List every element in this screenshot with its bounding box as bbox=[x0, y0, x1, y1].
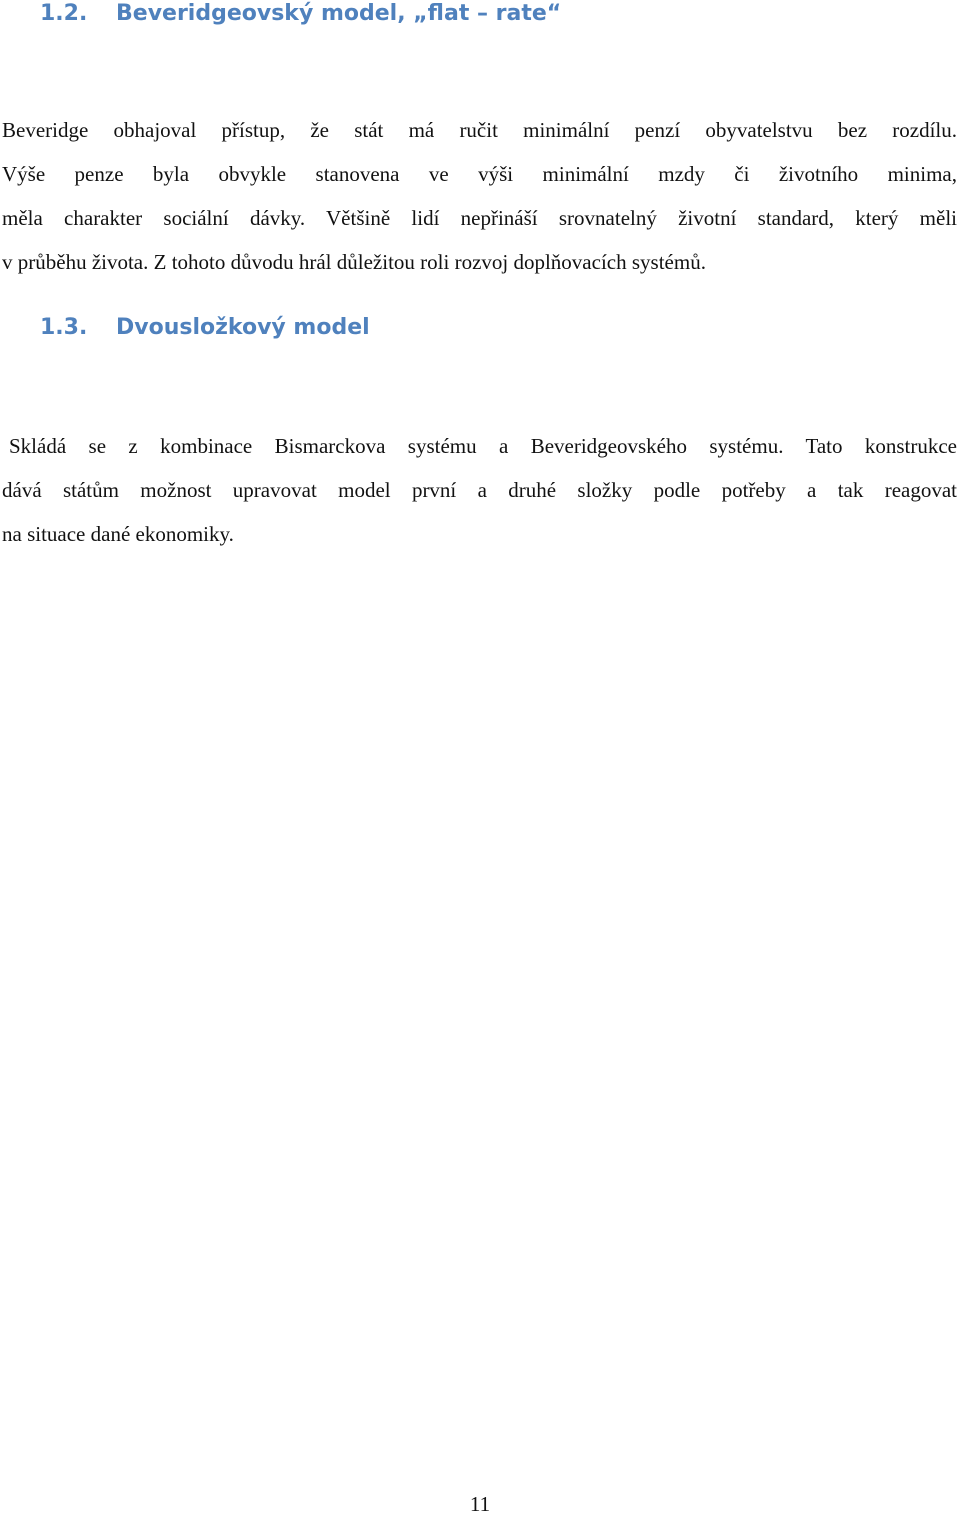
paragraph-line: v průběhu života. Z tohoto důvodu hrál důležitou roli rozvoj doplňovacích systémů. bbox=[2, 250, 706, 274]
section-heading-1-3 bbox=[40, 314, 370, 342]
paragraph-line: Výše penze byla obvykle stanovena ve výši minimální mzdy či životního minima, bbox=[2, 162, 957, 186]
paragraph-line: Beveridge obhajoval přístup, že stát má ručit minimální penzí obyvatelstvu bez rozdílu. bbox=[2, 118, 957, 142]
page-number: 11 bbox=[469, 1492, 491, 1516]
paragraph-line: Skládá se z kombinace Bismarckova systému a Beveridgeovského systému. Tato konstrukce bbox=[9, 434, 957, 458]
section-title: Dvousložkový model bbox=[116, 315, 370, 340]
paragraph-two-component bbox=[2, 424, 957, 556]
paragraph-line: měla charakter sociální dávky. Většině lidí nepřináší srovnatelný životní standard, který měli bbox=[2, 206, 957, 230]
section-title: Beveridgeovský model, „flat – rate“ bbox=[116, 1, 562, 26]
paragraph-beveridge bbox=[2, 108, 957, 284]
section-number: 1.2. bbox=[40, 1, 88, 26]
paragraph-line: dává státům možnost upravovat model první a druhé složky podle potřeby a tak reagovat bbox=[2, 478, 957, 502]
section-number: 1.3. bbox=[40, 315, 88, 340]
paragraph-line: na situace dané ekonomiky. bbox=[2, 522, 234, 546]
section-heading-1-2 bbox=[40, 0, 561, 28]
